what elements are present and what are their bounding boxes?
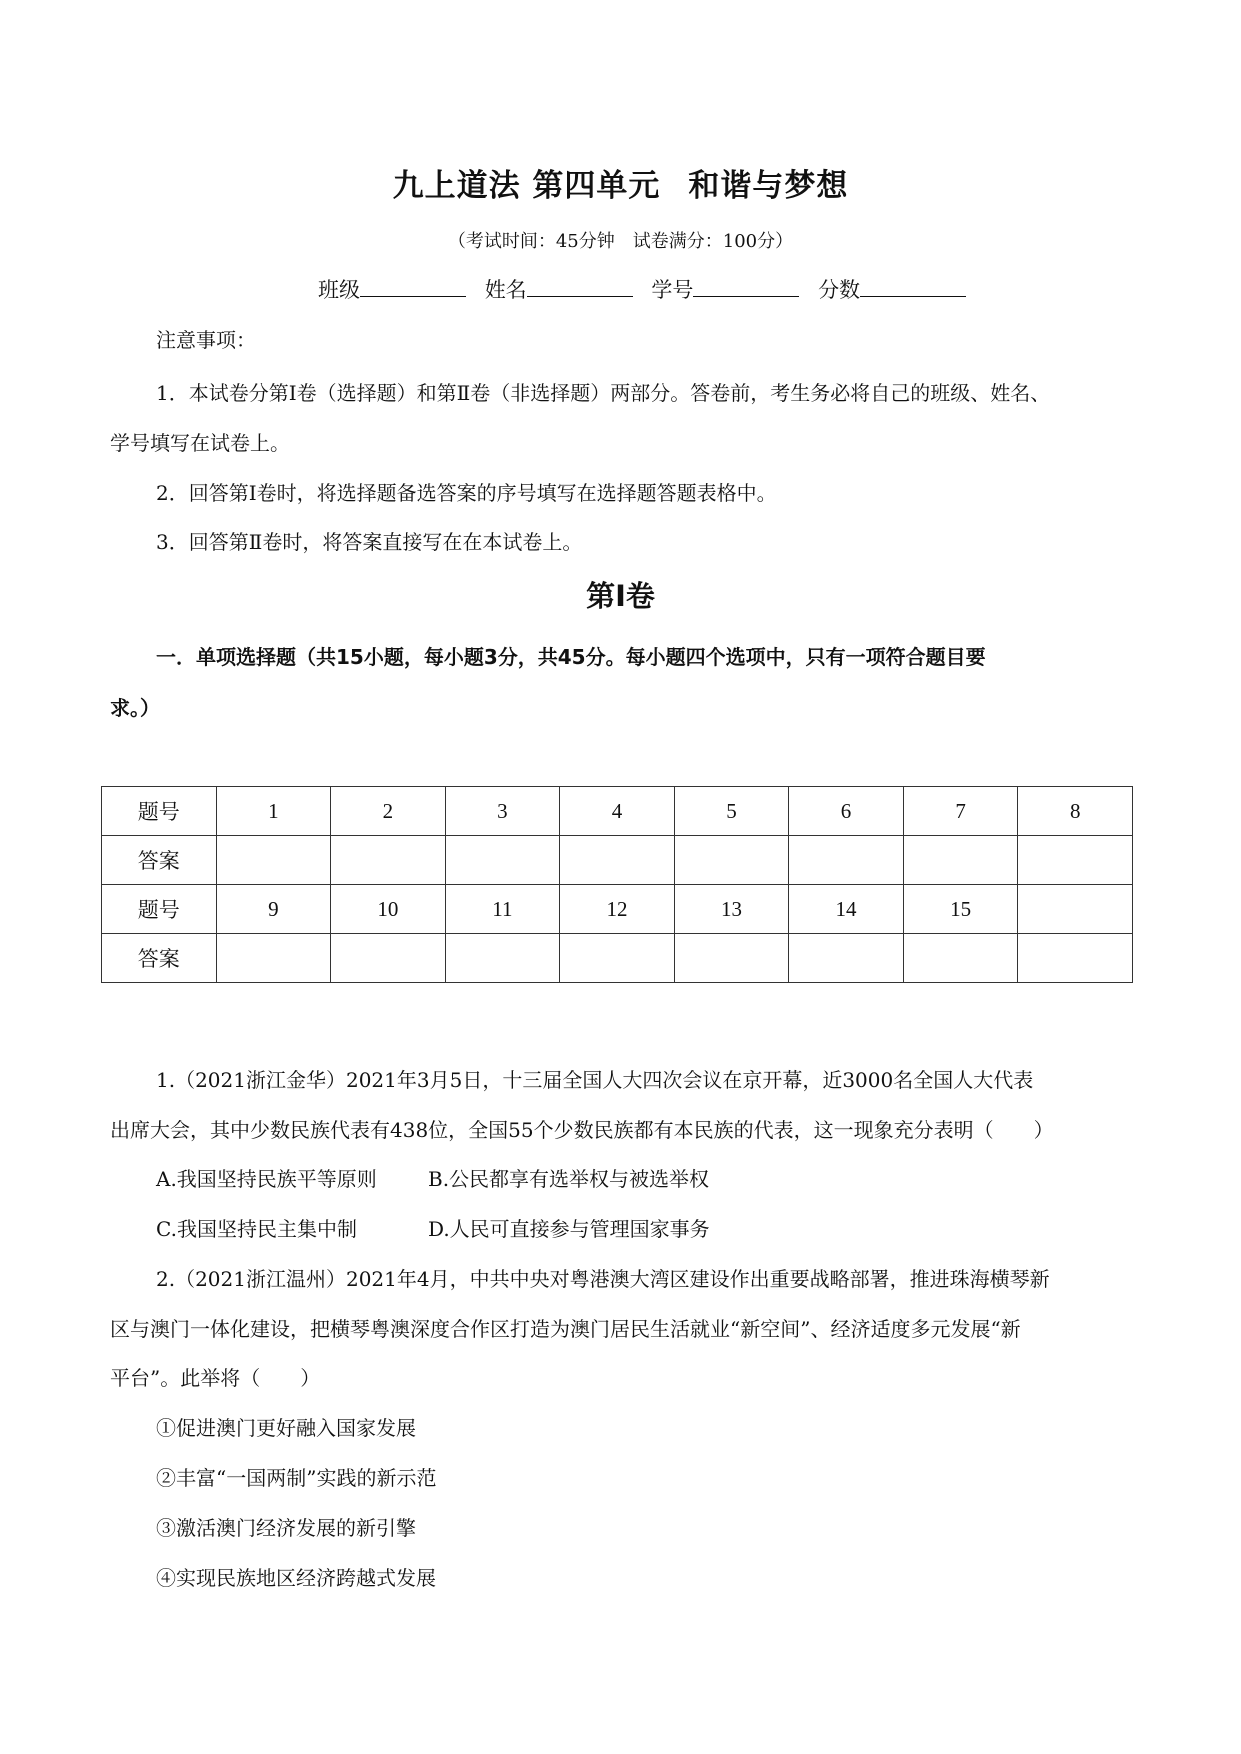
question-2-line-1: 2.（2021浙江温州）2021年4月，中共中央对粤港澳大湾区建设作出重要战略部署，推进珠海横琴新 [156,1267,1050,1291]
question-number-cell [1018,885,1133,934]
question-1-option-a: A.我国坚持民族平等原则 [156,1167,377,1191]
answer-cell[interactable] [445,836,560,885]
question-number-cell: 4 [560,787,675,836]
title-main: 九上道法 第四单元 [392,168,661,204]
question-2-item-2: ②丰富“一国两制”实践的新示范 [156,1466,437,1490]
question-number-label: 题号 [102,885,217,934]
section-title: 第Ⅰ卷 [586,579,655,613]
answer-cell[interactable] [1018,836,1133,885]
question-number-cell: 2 [331,787,446,836]
question-1-option-d: D.人民可直接参与管理国家事务 [428,1217,710,1241]
answer-cell[interactable] [445,934,560,983]
answer-cell[interactable] [1018,934,1133,983]
answer-cell[interactable] [674,836,789,885]
question-number-label: 题号 [102,787,217,836]
name-blank[interactable] [527,274,633,297]
exam-info: （考试时间：45分钟 试卷满分：100分） [447,231,794,252]
section-instruction-line-2: 求。） [110,696,160,720]
question-number-cell: 5 [674,787,789,836]
answer-cell[interactable] [216,836,331,885]
class-label: 班级 [318,278,360,302]
answer-table [101,786,1133,983]
section-instruction-line-1: 一．单项选择题（共15小题，每小题3分，共45分。每小题四个选项中，只有一项符合题目要 [156,645,986,669]
table-row [102,934,1133,983]
answer-cell[interactable] [903,934,1018,983]
answer-cell[interactable] [331,934,446,983]
question-number-cell: 1 [216,787,331,836]
answer-cell[interactable] [903,836,1018,885]
question-number-cell: 14 [789,885,904,934]
score-blank[interactable] [860,274,966,297]
answer-cell[interactable] [331,836,446,885]
question-2-line-3: 平台”。此举将（ ） [110,1366,321,1390]
answer-cell[interactable] [560,934,675,983]
question-number-cell: 3 [445,787,560,836]
id-blank[interactable] [693,274,799,297]
question-number-cell: 12 [560,885,675,934]
question-2-item-4: ④实现民族地区经济跨越式发展 [156,1566,436,1590]
note-3: 3．回答第Ⅱ卷时，将答案直接写在在本试卷上。 [156,530,583,554]
question-1-option-c: C.我国坚持民主集中制 [156,1217,357,1241]
note-1-line-1: 1．本试卷分第Ⅰ卷（选择题）和第Ⅱ卷（非选择题）两部分。答卷前，考生务必将自己的班级、姓名、 [156,381,1051,405]
note-1-line-2: 学号填写在试卷上。 [110,431,290,455]
answer-label: 答案 [102,934,217,983]
question-number-cell: 9 [216,885,331,934]
title-sub: 和谐与梦想 [688,168,849,204]
question-number-cell: 8 [1018,787,1133,836]
answer-cell[interactable] [789,836,904,885]
student-info-row [318,274,978,304]
question-2-line-2: 区与澳门一体化建设，把横琴粤澳深度合作区打造为澳门居民生活就业“新空间”、经济适度多元发展“新 [110,1317,1021,1341]
question-number-cell: 10 [331,885,446,934]
answer-cell[interactable] [789,934,904,983]
question-number-cell: 6 [789,787,904,836]
name-label: 姓名 [484,278,527,302]
answer-cell[interactable] [216,934,331,983]
page-title [0,160,1241,205]
question-1-line-1: 1.（2021浙江金华）2021年3月5日，十三届全国人大四次会议在京开幕，近3000名全国人大代表 [156,1068,1034,1092]
table-row [102,836,1133,885]
question-1-line-2: 出席大会，其中少数民族代表有438位，全国55个少数民族都有本民族的代表，这一现象充分表明（ ） [110,1118,1054,1142]
question-number-cell: 7 [903,787,1018,836]
class-blank[interactable] [360,274,466,297]
question-2-item-1: ①促进澳门更好融入国家发展 [156,1416,416,1440]
notes-heading: 注意事项： [156,328,256,352]
answer-cell[interactable] [560,836,675,885]
table-row [102,787,1133,836]
question-number-cell: 13 [674,885,789,934]
question-number-cell: 15 [903,885,1018,934]
score-label: 分数 [818,278,861,302]
question-number-cell: 11 [445,885,560,934]
question-1-option-b: B.公民都享有选举权与被选举权 [428,1167,710,1191]
note-2: 2．回答第Ⅰ卷时，将选择题备选答案的序号填写在选择题答题表格中。 [156,481,777,505]
answer-label: 答案 [102,836,217,885]
question-2-item-3: ③激活澳门经济发展的新引擎 [156,1516,416,1540]
table-row [102,885,1133,934]
id-label: 学号 [651,278,694,302]
answer-cell[interactable] [674,934,789,983]
